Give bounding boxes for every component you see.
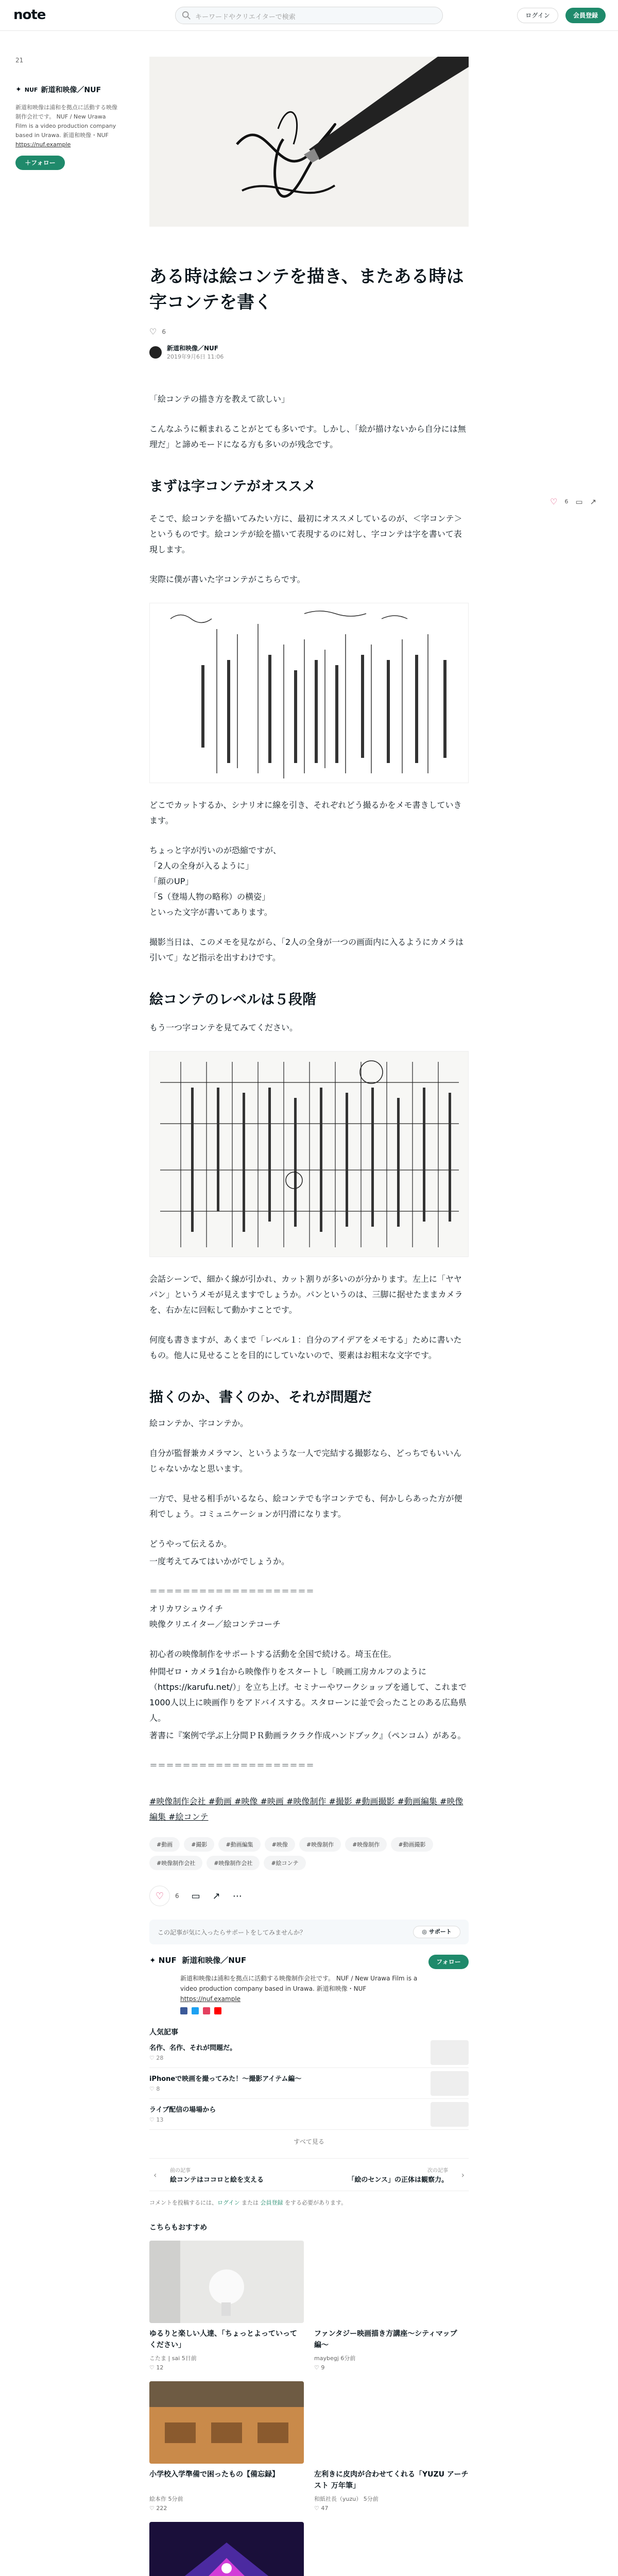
heart-icon: ♡ bbox=[155, 1890, 164, 1902]
heading-levels: 絵コンテのレベルは５段階 bbox=[149, 992, 316, 1008]
creator-name-row[interactable] bbox=[15, 84, 118, 95]
signature-name: オリカワシュウイチ bbox=[149, 1604, 224, 1614]
notice-register-link[interactable]: 会員登録 bbox=[260, 2199, 283, 2206]
support-text: この記事が気に入ったらサポートをしてみませんか？ bbox=[158, 1929, 306, 1936]
search-box[interactable] bbox=[175, 7, 443, 24]
recommend-card[interactable] bbox=[149, 2241, 304, 2371]
popular-thumbnail[interactable] bbox=[431, 2071, 469, 2096]
top-like-count: 6 bbox=[162, 328, 166, 335]
popular-item[interactable] bbox=[149, 2068, 469, 2099]
tag-chip[interactable]: #映像 bbox=[265, 1837, 295, 1852]
hashtag-links[interactable]: #映像制作会社 #動画 #映像 #映画 #映像制作 #撮影 #動画撮影 #動画編集 #映像編集 #絵コンテ bbox=[149, 1797, 464, 1822]
comment-icon[interactable]: ▭ bbox=[191, 1890, 200, 1902]
profile-bio-text: 新道和映像は浦和を拠点に活動する映像制作会社です。 NUF / New Urawa Film is a video production company based in Urawa. 新道和映像・NUF bbox=[180, 1975, 418, 1992]
recommend-card[interactable] bbox=[149, 2522, 304, 2576]
paragraph: 会話シーンで、細かく線が引かれ、カット割りが多いのが分かります。左上に「ヤヤパン」というメモが見えますでしょうか。パンというのは、三脚に据せたままカメラを、右か左に回転して動かすことです。 bbox=[149, 1274, 463, 1315]
profile-follow-button[interactable]: フォロー bbox=[428, 1955, 469, 1969]
prev-next-nav bbox=[149, 2158, 469, 2191]
support-label: サポート bbox=[428, 1928, 452, 1935]
recommend-title: こちらもおすすめ bbox=[149, 2224, 208, 2232]
popular-item-title[interactable]: iPhoneで映画を撮ってみた！〜撮影アイテム編〜 bbox=[149, 2075, 302, 2083]
notice-login-link[interactable]: ログイン bbox=[217, 2199, 240, 2206]
paragraph: 何度も書きますが、あくまで「レベル１：自分のアイデアをメモする」ために書いたもの。他人に見せることを目的にしていないので、要素はお粗末な文字です。 bbox=[149, 1335, 462, 1360]
recommend-likes: ♡ 12 bbox=[149, 2364, 164, 2371]
tag-chip[interactable]: #動画 bbox=[149, 1837, 180, 1852]
top-bar bbox=[0, 0, 618, 31]
tag-chip[interactable]: #映像制作会社 bbox=[149, 1856, 202, 1870]
popular-item-title[interactable]: ライブ配信の場場から bbox=[149, 2106, 216, 2114]
recommend-title-text[interactable]: ゆるりと楽しい人達、「ちょっとよっていってください」 bbox=[149, 2330, 297, 2349]
recommend-like-count: 47 bbox=[321, 2505, 329, 2512]
list-line: ちょっと字が汚いのが恐縮ですが、 bbox=[149, 845, 282, 855]
top-like-row bbox=[149, 327, 469, 336]
byline bbox=[149, 344, 469, 361]
recommend-card[interactable] bbox=[149, 2381, 304, 2512]
login-button[interactable]: ログイン bbox=[517, 8, 558, 23]
next-label: 次の記事 bbox=[427, 2168, 448, 2174]
youtube-icon[interactable] bbox=[214, 2007, 221, 2014]
share-icon[interactable]: ↗ bbox=[212, 1890, 220, 1902]
popular-like-count: 13 bbox=[156, 2116, 164, 2123]
like-count: 6 bbox=[175, 1892, 179, 1900]
handwritten-storyboard-2 bbox=[149, 1051, 469, 1257]
share-icon[interactable]: ↗ bbox=[590, 497, 597, 506]
list-line: 「2人の全身が入るように」 bbox=[149, 861, 254, 871]
heart-icon[interactable]: ♡ bbox=[550, 497, 558, 506]
list-line: 「顔のUP」 bbox=[149, 876, 194, 886]
popular-item-likes: ♡ 8 bbox=[149, 2086, 160, 2092]
recommend-likes: ♡ 9 bbox=[314, 2364, 325, 2371]
tag-chip[interactable]: #映像制作 bbox=[345, 1837, 387, 1852]
comment-icon[interactable]: ▭ bbox=[575, 497, 583, 506]
signature-role: 映像クリエイター／絵コンテコーチ bbox=[149, 1619, 281, 1629]
search-icon bbox=[182, 11, 191, 20]
paragraph: もう一つ字コンテを見てみてください。 bbox=[149, 1023, 298, 1032]
magazine-mark: 21 bbox=[15, 57, 24, 64]
author-name[interactable]: 新道和映像／NUF bbox=[167, 345, 218, 352]
notice-text: または bbox=[239, 2199, 261, 2206]
author-profile bbox=[149, 1955, 469, 2016]
popular-thumbnail[interactable] bbox=[431, 2040, 469, 2065]
paragraph: 自分が監督兼カメラマン、というような一人で完結する撮影なら、どっちでもいいんじゃないかなと思います。 bbox=[149, 1448, 462, 1473]
separator: ＝＝＝＝＝＝＝＝＝＝＝＝＝＝＝＝＝＝＝＝ bbox=[149, 1760, 315, 1770]
recommend-author[interactable]: こたま | sai 5日前 bbox=[149, 2355, 197, 2362]
paragraph: 一度考えてみてはいかがでしょうか。 bbox=[149, 1556, 290, 1566]
paragraph: 実際に僕が書いた字コンテがこちらです。 bbox=[149, 574, 305, 584]
paragraph: 「絵コンテの描き方を教えて欲しい」 bbox=[149, 394, 290, 404]
note-logo[interactable]: note bbox=[13, 7, 46, 23]
pen-drawing-image bbox=[149, 57, 469, 227]
support-box bbox=[149, 1920, 469, 1944]
floating-actions bbox=[550, 497, 596, 506]
see-all-link[interactable]: すべて見る bbox=[294, 2138, 324, 2145]
like-button[interactable] bbox=[149, 1886, 170, 1906]
recommend-image[interactable] bbox=[149, 2241, 304, 2323]
paragraph: そこで、絵コンテを描いてみたい方に、最初にオススメしているのが、＜字コンテ＞というものです。絵コンテが絵を描いて表現するのに対し、字コンテは字を書いて表現します。 bbox=[149, 514, 462, 554]
popular-item-title[interactable]: 名作、名作、それが問題だ。 bbox=[149, 2044, 237, 2052]
recommend-like-count: 12 bbox=[156, 2364, 164, 2371]
recommend-card[interactable] bbox=[314, 2522, 469, 2576]
recommend-like-count: 222 bbox=[156, 2505, 167, 2512]
float-like-count: 6 bbox=[564, 498, 569, 505]
creator-bio bbox=[15, 103, 118, 149]
list-line: 「S（登場人物の略称）の横姿」 bbox=[149, 892, 270, 902]
recommend-likes: ♡ 222 bbox=[149, 2505, 167, 2512]
separator: ＝＝＝＝＝＝＝＝＝＝＝＝＝＝＝＝＝＝＝＝ bbox=[149, 1586, 315, 1596]
tag-chip[interactable]: #絵コンテ bbox=[264, 1856, 305, 1870]
list-line: といった文字が書いてあります。 bbox=[149, 907, 272, 917]
profile-name[interactable]: ✦ NUF 新道和映像／NUF bbox=[149, 1956, 247, 1965]
paragraph: どうやって伝えるか。 bbox=[149, 1539, 232, 1549]
paragraph: 一方で、見せる相手がいるなら、絵コンテでも字コンテでも、何かしらあった方が便利でしょう。コミュニケーションが円滑になります。 bbox=[149, 1494, 462, 1519]
creator-link[interactable]: https://nuf.example bbox=[15, 141, 71, 148]
action-bar bbox=[149, 1886, 469, 1906]
recommend-title-text[interactable]: 左利きに皮肉が合わせてくれる「YUZU アーチスト 万年筆」 bbox=[314, 2470, 469, 2490]
popular-thumbnail[interactable] bbox=[431, 2102, 469, 2127]
paragraph-list bbox=[149, 843, 469, 920]
recommend-author[interactable]: maybegj 6分前 bbox=[314, 2355, 356, 2362]
hero-image bbox=[149, 57, 469, 227]
author-avatar[interactable] bbox=[149, 346, 162, 359]
recommend-grid bbox=[149, 2241, 469, 2576]
popular-item[interactable] bbox=[149, 2099, 469, 2130]
profile-link[interactable]: https://nuf.example bbox=[180, 1995, 241, 2003]
paragraph: 著書に『案例で学ぶ上分間ＰＲ動画ラクラク作成ハンドブック』（ペンコム）がある。 bbox=[149, 1731, 466, 1740]
recommend-title-text[interactable]: ファンタジー映画描き方講座〜シティマップ編〜 bbox=[314, 2330, 457, 2349]
tag-chips bbox=[149, 1837, 469, 1870]
recommend-author[interactable]: 絵本作 5分前 bbox=[149, 2496, 183, 2502]
paragraph: こんなふうに頼まれることがとても多いです。しかし、「絵が描けないから自分には無理だ」と諦めモードになる方も多いのが残念です。 bbox=[149, 424, 466, 449]
paragraph: 絵コンテか、字コンテか。 bbox=[149, 1418, 249, 1428]
like-heart-icon[interactable]: ♡ bbox=[149, 327, 157, 336]
notice-text: をする必要があります。 bbox=[283, 2199, 347, 2206]
creator-bio-text: 新道和映像は浦和を拠点に活動する映像制作会社です。 NUF / New Urawa Film is a video production company based in Urawa. 新道和映像・NUF bbox=[15, 104, 117, 139]
film-icon: ✦ bbox=[15, 86, 22, 94]
popular-item-likes: ♡ 28 bbox=[149, 2055, 164, 2061]
paragraph: 初心者の映像制作をサポートする活動を全国で続ける。埼玉在住。 bbox=[149, 1649, 397, 1659]
popular-like-count: 28 bbox=[156, 2055, 164, 2061]
creator-sidebar bbox=[15, 57, 118, 170]
chevron-right-icon[interactable]: › bbox=[461, 2170, 465, 2180]
recommend-likes: ♡ 47 bbox=[314, 2505, 329, 2512]
popular-item-likes: ♡ 13 bbox=[149, 2116, 164, 2123]
register-button[interactable]: 会員登録 bbox=[565, 8, 606, 23]
creator-name[interactable]: 新道和映像／NUF bbox=[41, 86, 101, 94]
tag-chip[interactable]: #動画撮影 bbox=[391, 1837, 433, 1852]
recommend-author[interactable]: 和紙社長（yuzu） 5分前 bbox=[314, 2496, 379, 2502]
follow-button[interactable]: ＋フォロー bbox=[15, 156, 65, 170]
recommend-like-count: 9 bbox=[321, 2364, 325, 2371]
recommend-card[interactable] bbox=[314, 2381, 469, 2512]
nuf-badge: NUF bbox=[24, 86, 38, 93]
twitter-icon[interactable] bbox=[192, 2007, 199, 2014]
profile-bio bbox=[180, 1973, 427, 2014]
paragraph: 仲間ゼロ・カメラ1台から映像作りをスタートし「映画工房カルフのように（https://karufu.net/）」を立ち上げ。セミナーやワークショップを通して、これまで1000人以上に映画作りをアドバイスする。スタローンに並で会ったことのある広島県人。 bbox=[149, 1667, 467, 1723]
prev-label: 前の記事 bbox=[170, 2168, 191, 2174]
tag-chip[interactable]: #映像制作会社 bbox=[207, 1856, 260, 1870]
chevron-left-icon[interactable]: ‹ bbox=[153, 2170, 157, 2180]
popular-like-count: 8 bbox=[156, 2086, 160, 2092]
tag-chip[interactable]: #映像制作 bbox=[299, 1837, 341, 1852]
popular-item[interactable] bbox=[149, 2037, 469, 2068]
notice-text: コメントを投稿するには、 bbox=[149, 2199, 217, 2206]
recommend-image[interactable] bbox=[149, 2381, 304, 2464]
heading-jikonte: まずは字コンテがオススメ bbox=[149, 479, 316, 495]
support-icon: ◎ bbox=[422, 1928, 427, 1935]
recommend-image[interactable] bbox=[149, 2522, 304, 2576]
recommend-card[interactable] bbox=[314, 2241, 469, 2371]
publish-date: 2019年9月6日 11:06 bbox=[167, 353, 224, 360]
more-icon[interactable]: ⋯ bbox=[232, 1890, 242, 1902]
handwritten-storyboard-1 bbox=[149, 603, 469, 783]
next-article-link[interactable]: 「絵のセンス」の正体は観察力。 bbox=[348, 2176, 448, 2184]
recommend-title-text[interactable]: 小学校入学準備で困ったもの【備忘録】 bbox=[149, 2470, 279, 2479]
paragraph: どこでカットするか、シナリオに線を引き、それぞれどう撮るかをメモ書きしていきます。 bbox=[149, 800, 462, 825]
article-main bbox=[149, 57, 469, 2576]
popular-title: 人気記事 bbox=[149, 2028, 178, 2037]
article-title: ある時は絵コンテを描き、またある時は字コンテを書く bbox=[149, 266, 464, 313]
profile-name-text: 新道和映像／NUF bbox=[182, 1956, 247, 1965]
comment-notice bbox=[149, 2198, 469, 2207]
search-placeholder: キーワードやクリエイターで検索 bbox=[195, 13, 296, 21]
tag-chip[interactable]: #動画編集 bbox=[218, 1837, 260, 1852]
instagram-icon[interactable] bbox=[203, 2007, 210, 2014]
support-button[interactable] bbox=[413, 1926, 460, 1938]
tag-chip[interactable]: #撮影 bbox=[184, 1837, 214, 1852]
prev-article-link[interactable]: 絵コンテはココロと絵を支える bbox=[170, 2176, 264, 2184]
paragraph: 撮影当日は、このメモを見ながら、「2人の全身が一つの画面内に入るようにカメラは引いて」など指示を出すわけです。 bbox=[149, 937, 464, 962]
heading-draw-or-write: 描くのか、書くのか、それが問題だ bbox=[149, 1389, 372, 1405]
facebook-icon[interactable] bbox=[180, 2007, 187, 2014]
follow-label: フォロー bbox=[31, 159, 56, 166]
